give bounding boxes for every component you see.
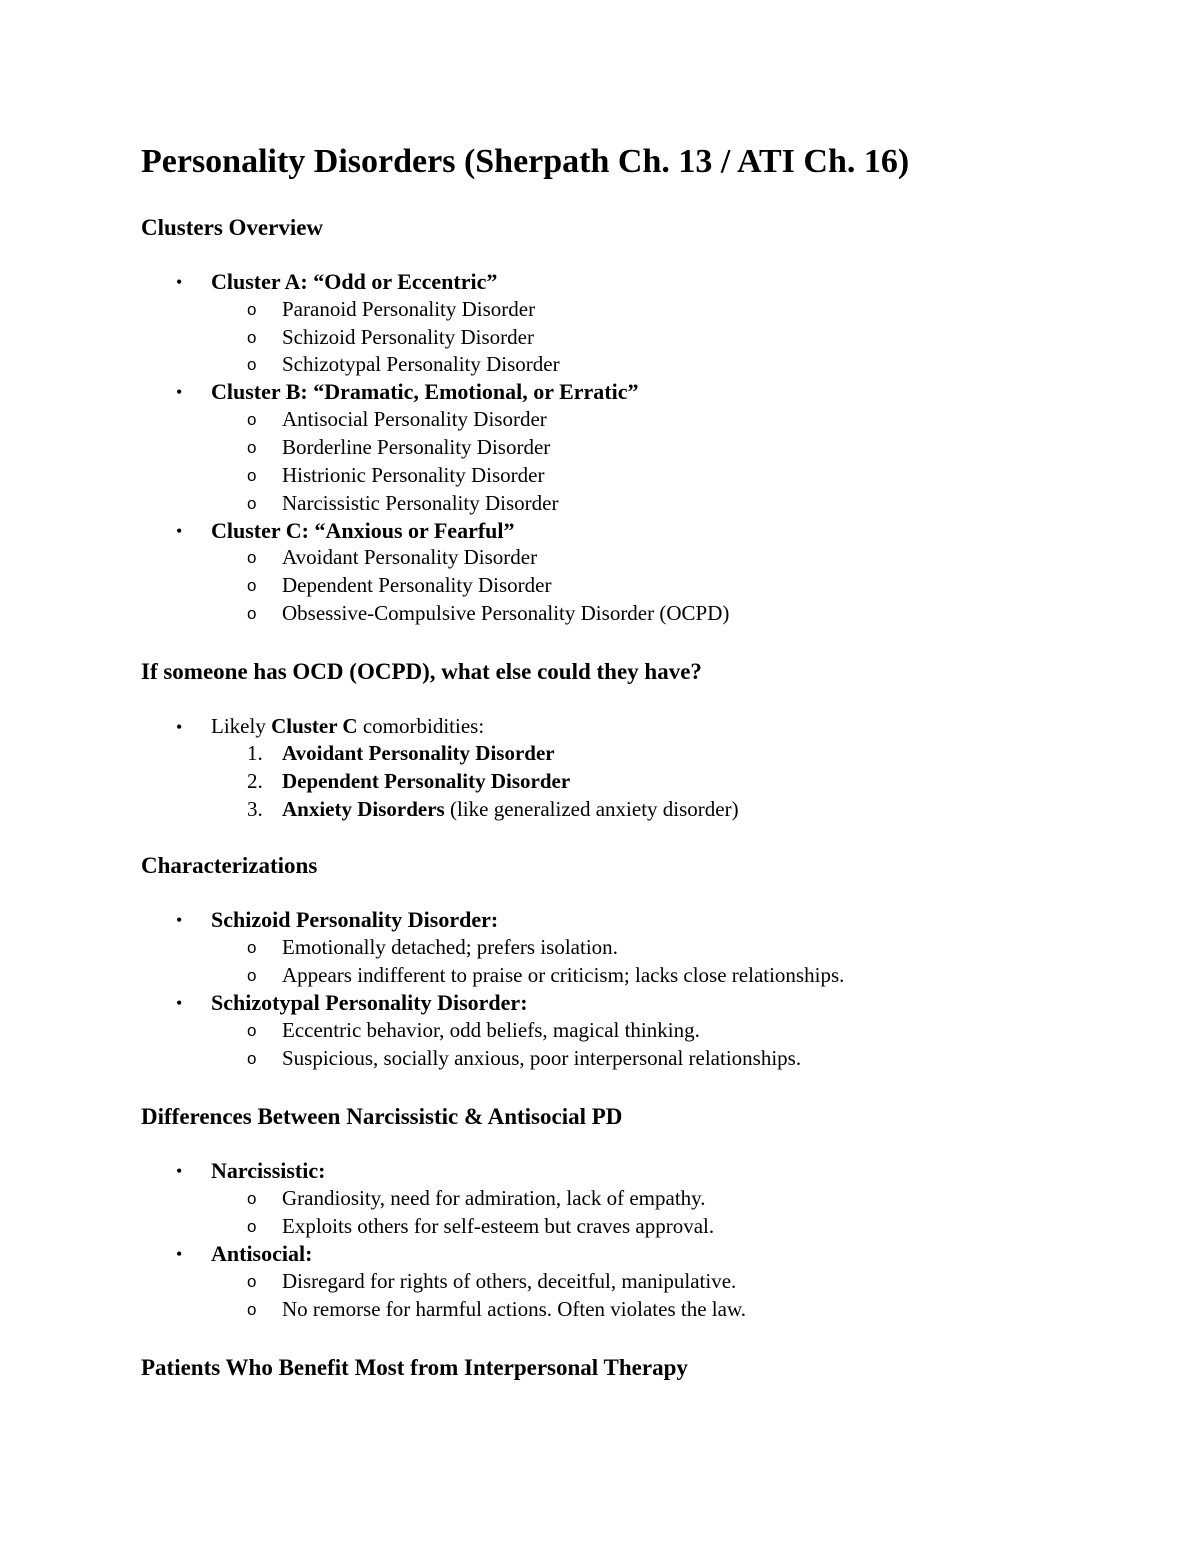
section-heading-differences: Differences Between Narcissistic & Antisocial PD (141, 1104, 623, 1129)
bullet-icon: • (176, 382, 183, 402)
likely-comorbidities-line (211, 716, 484, 737)
sub-bullet-icon: o (247, 1021, 257, 1040)
bullet-icon: • (176, 1244, 183, 1264)
narcissistic-label: Narcissistic: (211, 1158, 326, 1183)
bullet-icon: • (176, 993, 183, 1013)
comorbidity-name: Avoidant Personality Disorder (282, 741, 555, 765)
sub-bullet-icon: o (247, 548, 257, 567)
sub-bullet-icon: o (247, 966, 257, 985)
schizotypal-trait: Suspicious, socially anxious, poor interpersonal relationships. (282, 1046, 802, 1070)
sub-bullet-icon: o (247, 438, 257, 457)
sub-bullet-icon: o (247, 576, 257, 595)
narcissistic-trait: Grandiosity, need for admiration, lack of empathy. (282, 1186, 706, 1210)
comorbidity-detail: (like generalized anxiety disorder) (444, 797, 739, 821)
bullet-icon: • (176, 521, 183, 541)
schizoid-trait: Emotionally detached; prefers isolation. (282, 935, 618, 959)
sub-bullet-icon: o (247, 1049, 257, 1068)
section-heading-ocd: If someone has OCD (OCPD), what else could they have? (141, 659, 702, 684)
cluster-a-label: Cluster A: “Odd or Eccentric” (211, 269, 498, 294)
cluster-b-label: Cluster B: “Dramatic, Emotional, or Erratic” (211, 379, 639, 404)
list-number: 3. (247, 797, 263, 821)
sub-bullet-icon: o (247, 328, 257, 347)
comorbidity-name: Dependent Personality Disorder (282, 769, 571, 793)
cluster-c-item: Dependent Personality Disorder (282, 573, 552, 597)
schizotypal-trait: Eccentric behavior, odd beliefs, magical thinking. (282, 1018, 700, 1042)
cluster-a-item: Schizoid Personality Disorder (282, 325, 534, 349)
cluster-c-item: Avoidant Personality Disorder (282, 545, 538, 569)
antisocial-trait: Disregard for rights of others, deceitful, manipulative. (282, 1269, 737, 1293)
antisocial-label: Antisocial: (211, 1241, 313, 1266)
sub-bullet-icon: o (247, 604, 257, 623)
likely-cluster: Cluster C (271, 714, 358, 738)
cluster-c-item: Obsessive-Compulsive Personality Disorder (OCPD) (282, 601, 730, 625)
sub-bullet-icon: o (247, 1217, 257, 1236)
cluster-a-item: Paranoid Personality Disorder (282, 297, 536, 321)
schizoid-label: Schizoid Personality Disorder: (211, 907, 499, 932)
comorbidity-item (282, 771, 570, 792)
bullet-icon: • (176, 1161, 183, 1181)
sub-bullet-icon: o (247, 466, 257, 485)
document-title: Personality Disorders (Sherpath Ch. 13 / ATI Ch. 16) (141, 143, 910, 180)
likely-prefix: Likely (211, 714, 272, 738)
cluster-b-item: Histrionic Personality Disorder (282, 463, 545, 487)
list-number: 1. (247, 741, 263, 765)
antisocial-trait: No remorse for harmful actions. Often violates the law. (282, 1297, 746, 1321)
cluster-b-item: Antisocial Personality Disorder (282, 407, 547, 431)
sub-bullet-icon: o (247, 300, 257, 319)
cluster-b-item: Narcissistic Personality Disorder (282, 491, 559, 515)
schizoid-trait: Appears indifferent to praise or criticism; lacks close relationships. (282, 963, 845, 987)
section-heading-characterizations: Characterizations (141, 853, 318, 878)
likely-suffix: comorbidities: (357, 714, 485, 738)
sub-bullet-icon: o (247, 494, 257, 513)
bullet-icon: • (176, 272, 183, 292)
bullet-icon: • (176, 910, 183, 930)
comorbidity-item (282, 743, 555, 764)
cluster-b-item: Borderline Personality Disorder (282, 435, 551, 459)
bullet-icon: • (176, 717, 183, 737)
schizotypal-label: Schizotypal Personality Disorder: (211, 990, 528, 1015)
section-heading-clusters: Clusters Overview (141, 215, 324, 240)
comorbidity-name: Anxiety Disorders (282, 797, 445, 821)
comorbidity-item (282, 799, 739, 820)
sub-bullet-icon: o (247, 1272, 257, 1291)
sub-bullet-icon: o (247, 938, 257, 957)
sub-bullet-icon: o (247, 355, 257, 374)
narcissistic-trait: Exploits others for self-esteem but craves approval. (282, 1214, 715, 1238)
sub-bullet-icon: o (247, 410, 257, 429)
section-heading-interpersonal-therapy: Patients Who Benefit Most from Interpersonal Therapy (141, 1355, 688, 1380)
sub-bullet-icon: o (247, 1300, 257, 1319)
cluster-c-label: Cluster C: “Anxious or Fearful” (211, 518, 515, 543)
sub-bullet-icon: o (247, 1189, 257, 1208)
cluster-a-item: Schizotypal Personality Disorder (282, 352, 560, 376)
list-number: 2. (247, 769, 263, 793)
